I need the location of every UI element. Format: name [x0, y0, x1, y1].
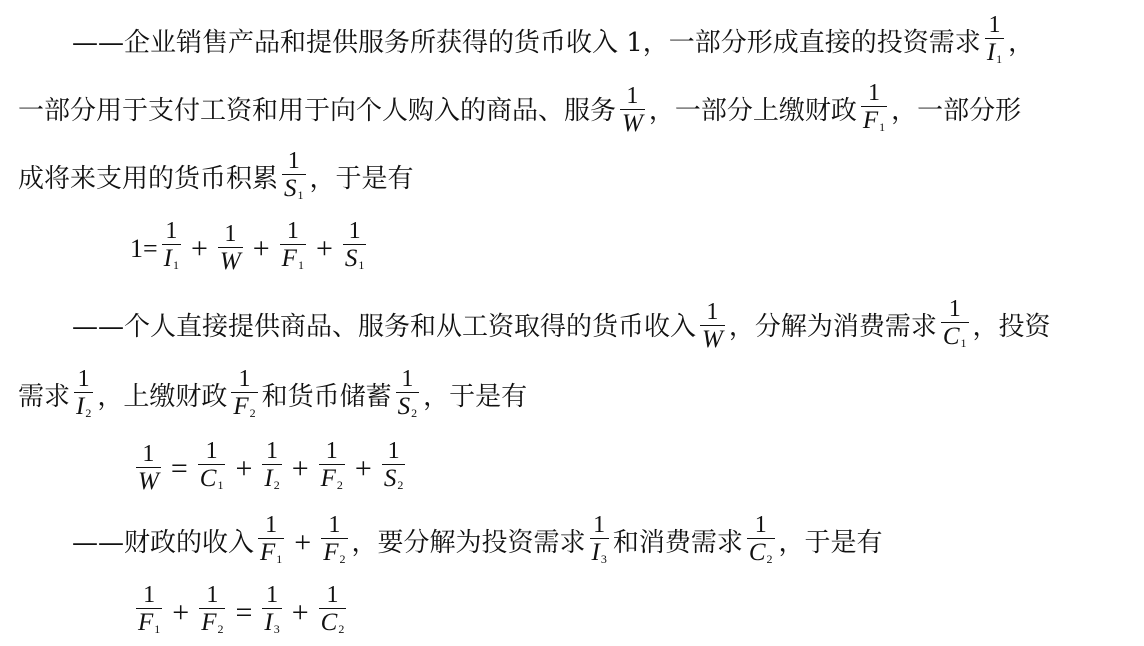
fraction-1-over-I2: $\frac{1}{I_2}$ — [74, 366, 93, 427]
fraction-1-over-C1: $\frac{1}{C_1}$ — [941, 296, 969, 357]
para1-line3-text-b: ，于是有 — [309, 163, 414, 194]
fraction-1-over-I3: $\frac{1}{I_3}$ — [262, 582, 281, 643]
plus-sign: + — [235, 451, 253, 485]
para1-line1-text-b: ， — [1008, 27, 1035, 58]
fraction-1-over-S1: $\frac{1}{S_1}$ — [282, 148, 306, 209]
fraction-1-over-S2: $\frac{1}{S_2}$ — [382, 438, 406, 499]
para2-line2-text-d: ，于是有 — [423, 381, 528, 412]
fraction-1-over-C2: $\frac{1}{C_2}$ — [747, 512, 775, 573]
eq1-lhs: 1= — [130, 233, 158, 263]
para2-line2-text-b: ，上缴财政 — [97, 381, 228, 412]
fraction-1-over-C2: $\frac{1}{C_2}$ — [319, 582, 347, 643]
fraction-1-over-F2: $\frac{1}{F_2}$ — [199, 582, 225, 643]
para1-line2 — [18, 80, 1144, 141]
numerator: 1 — [988, 12, 1001, 38]
fraction-1-over-I2: $\frac{1}{I_2}$ — [262, 438, 281, 499]
fraction-1-over-I1 — [985, 12, 1004, 73]
equation-1 — [130, 218, 1144, 279]
para2-line1-text-c: ，投资 — [972, 311, 1051, 342]
fraction-1-over-I1: $\frac{1}{I_1}$ — [162, 218, 181, 279]
para1-line2-text-b: ，一部分上缴财政 — [648, 95, 857, 126]
plus-sign: + — [252, 231, 270, 265]
fraction-1-over-F1: $\frac{1}{F_1}$ — [258, 512, 284, 573]
para3-line1-text-a: ——财政的收入 — [72, 527, 255, 558]
para1-line1 — [72, 12, 1144, 73]
plus-sign: + — [191, 231, 208, 265]
para2-line1-text-b: ，分解为消费需求 — [728, 311, 937, 342]
para3-line1 — [72, 512, 1144, 573]
fraction-1-over-F2: $\frac{1}{F_2}$ — [321, 512, 347, 573]
para3-line1-text-d: ，于是有 — [778, 527, 883, 558]
fraction-1-over-W: $\frac{1}{W}$ — [219, 221, 241, 275]
para3-line1-text-b: ，要分解为投资需求 — [351, 527, 586, 558]
plus-sign: + — [291, 451, 309, 485]
para1-line2-text-c: ，一部分形 — [891, 95, 1022, 126]
para1-line3 — [18, 148, 1144, 209]
para2-line2 — [18, 366, 1144, 427]
plus-sign: + — [172, 595, 190, 629]
fraction-1-over-W: $\frac{1}{W}$ — [138, 441, 159, 495]
para2-line1-text-a: ——个人直接提供商品、服务和从工资取得的货币收入 — [72, 311, 697, 342]
equation-3 — [132, 582, 1144, 643]
fraction-1-over-C1: $\frac{1}{C_1}$ — [198, 438, 226, 499]
fraction-1-over-F1: $\frac{1}{F_1}$ — [136, 582, 162, 643]
fraction-1-over-S2: $\frac{1}{S_2}$ — [396, 366, 420, 427]
plus-sign: + — [294, 525, 312, 559]
para2-line1 — [72, 296, 1144, 357]
equation-2 — [132, 438, 1144, 499]
para2-line2-text-c: 和货币储蓄 — [261, 381, 392, 412]
fraction-1-over-F1: $\frac{1}{F_1}$ — [280, 218, 306, 279]
para1-line1-text-a: ——企业销售产品和提供服务所获得的货币收入 1，一部分形成直接的投资需求 — [72, 27, 981, 58]
fraction-1-over-F2: $\frac{1}{F_2}$ — [319, 438, 345, 499]
para3-line1-text-c: 和消费需求 — [612, 527, 743, 558]
fraction-1-over-I3: $\frac{1}{I_3}$ — [590, 512, 609, 573]
para1-line3-text-a: 成将来支用的货币积累 — [18, 163, 279, 194]
fraction-1-over-F2: $\frac{1}{F_2}$ — [231, 366, 257, 427]
plus-sign: + — [315, 231, 333, 265]
plus-sign: + — [354, 451, 372, 485]
equals-sign: = — [170, 451, 188, 485]
fraction-1-over-S1: $\frac{1}{S_1}$ — [343, 218, 367, 279]
fraction-1-over-F1: $\frac{1}{F_1}$ — [861, 80, 887, 141]
denominator: $I_1$ — [985, 38, 1004, 73]
para1-line2-text-a: 一部分用于支付工资和用于向个人购入的商品、服务 — [18, 95, 617, 126]
plus-sign: + — [291, 595, 309, 629]
para2-line2-text-a: 需求 — [18, 381, 71, 412]
fraction-1-over-W: $\frac{1}{W}$ — [622, 83, 643, 137]
fraction-1-over-W: $\frac{1}{W}$ — [702, 299, 723, 353]
equals-sign: = — [235, 595, 253, 629]
